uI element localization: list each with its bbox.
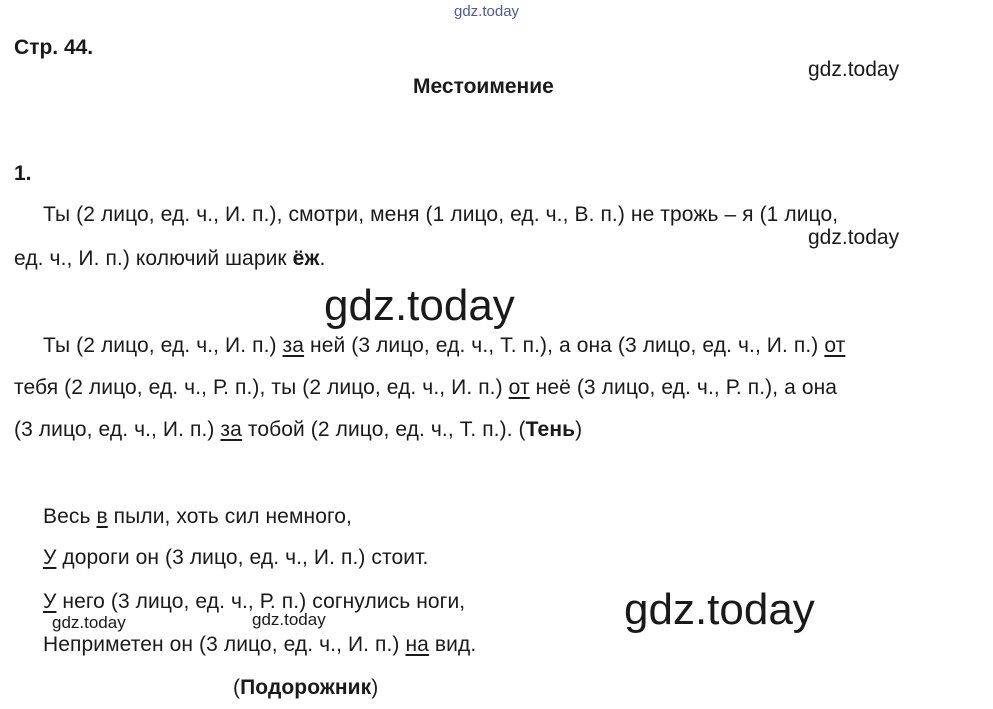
paragraph-line xyxy=(43,334,845,358)
text: неё (3 лицо, ед. ч., Р. п.), а она xyxy=(529,376,838,399)
text: тебя (2 лицо, ед. ч., Р. п.), ты (2 лицо, ед. ч., И. п.) xyxy=(14,376,509,399)
text: тобой (2 лицо, ед. ч., Т. п.). ( xyxy=(241,418,526,441)
preposition: за xyxy=(282,334,305,357)
text: (3 лицо, ед. ч., И. п.) xyxy=(14,418,221,441)
page-reference: Стр. 44. xyxy=(14,36,94,59)
preposition: от xyxy=(508,376,530,399)
watermark: gdz.today xyxy=(624,585,815,634)
preposition: У xyxy=(43,546,57,569)
poem-line xyxy=(43,633,476,657)
task-number: 1. xyxy=(14,162,32,185)
watermark: gdz.today xyxy=(252,610,326,629)
text: Ты (2 лицо, ед. ч., И. п.), смотри, меня (1 лицо, ед. ч., В. п.) не трожь – я (1 лицо, xyxy=(43,203,839,226)
answer-word: Подорожник xyxy=(240,676,372,699)
preposition: от xyxy=(824,334,846,357)
text: Весь xyxy=(43,505,97,528)
text: ) xyxy=(371,676,379,699)
preposition: на xyxy=(405,633,429,656)
paragraph-line xyxy=(14,418,582,442)
poem-line xyxy=(43,590,465,614)
text: ед. ч., И. п.) колючий шарик xyxy=(14,247,293,270)
watermark: gdz.today xyxy=(808,226,900,249)
text: ( xyxy=(233,676,241,699)
text: дороги он (3 лицо, ед. ч., И. п.) стоит. xyxy=(56,546,429,569)
answer-word: ёж xyxy=(292,247,320,270)
watermark: gdz.today xyxy=(324,281,515,330)
preposition: в xyxy=(96,505,108,528)
text: ней (3 лицо, ед. ч., Т. п.), а она (3 лицо, ед. ч., И. п.) xyxy=(304,334,825,357)
watermark: gdz.today xyxy=(52,613,126,632)
poem-line xyxy=(43,505,352,529)
text: вид. xyxy=(428,633,477,656)
text: Ты (2 лицо, ед. ч., И. п.) xyxy=(43,334,283,357)
poem-line xyxy=(43,546,428,570)
text: пыли, хоть сил немного, xyxy=(107,505,352,528)
preposition: У xyxy=(43,590,57,613)
text: ) xyxy=(575,418,583,441)
page-title: Местоимение xyxy=(413,75,554,98)
text: Неприметен он (3 лицо, ед. ч., И. п.) xyxy=(43,633,406,656)
text: . xyxy=(319,247,326,270)
paragraph-line xyxy=(14,247,325,271)
text: него (3 лицо, ед. ч., Р. п.) согнулись ноги, xyxy=(56,590,466,613)
watermark-top: gdz.today xyxy=(454,3,520,20)
poem-source xyxy=(233,676,378,700)
paragraph-line xyxy=(43,203,838,227)
watermark: gdz.today xyxy=(808,58,900,81)
preposition: за xyxy=(220,418,242,441)
paragraph-line xyxy=(14,376,837,400)
answer-word: Тень xyxy=(525,418,576,441)
